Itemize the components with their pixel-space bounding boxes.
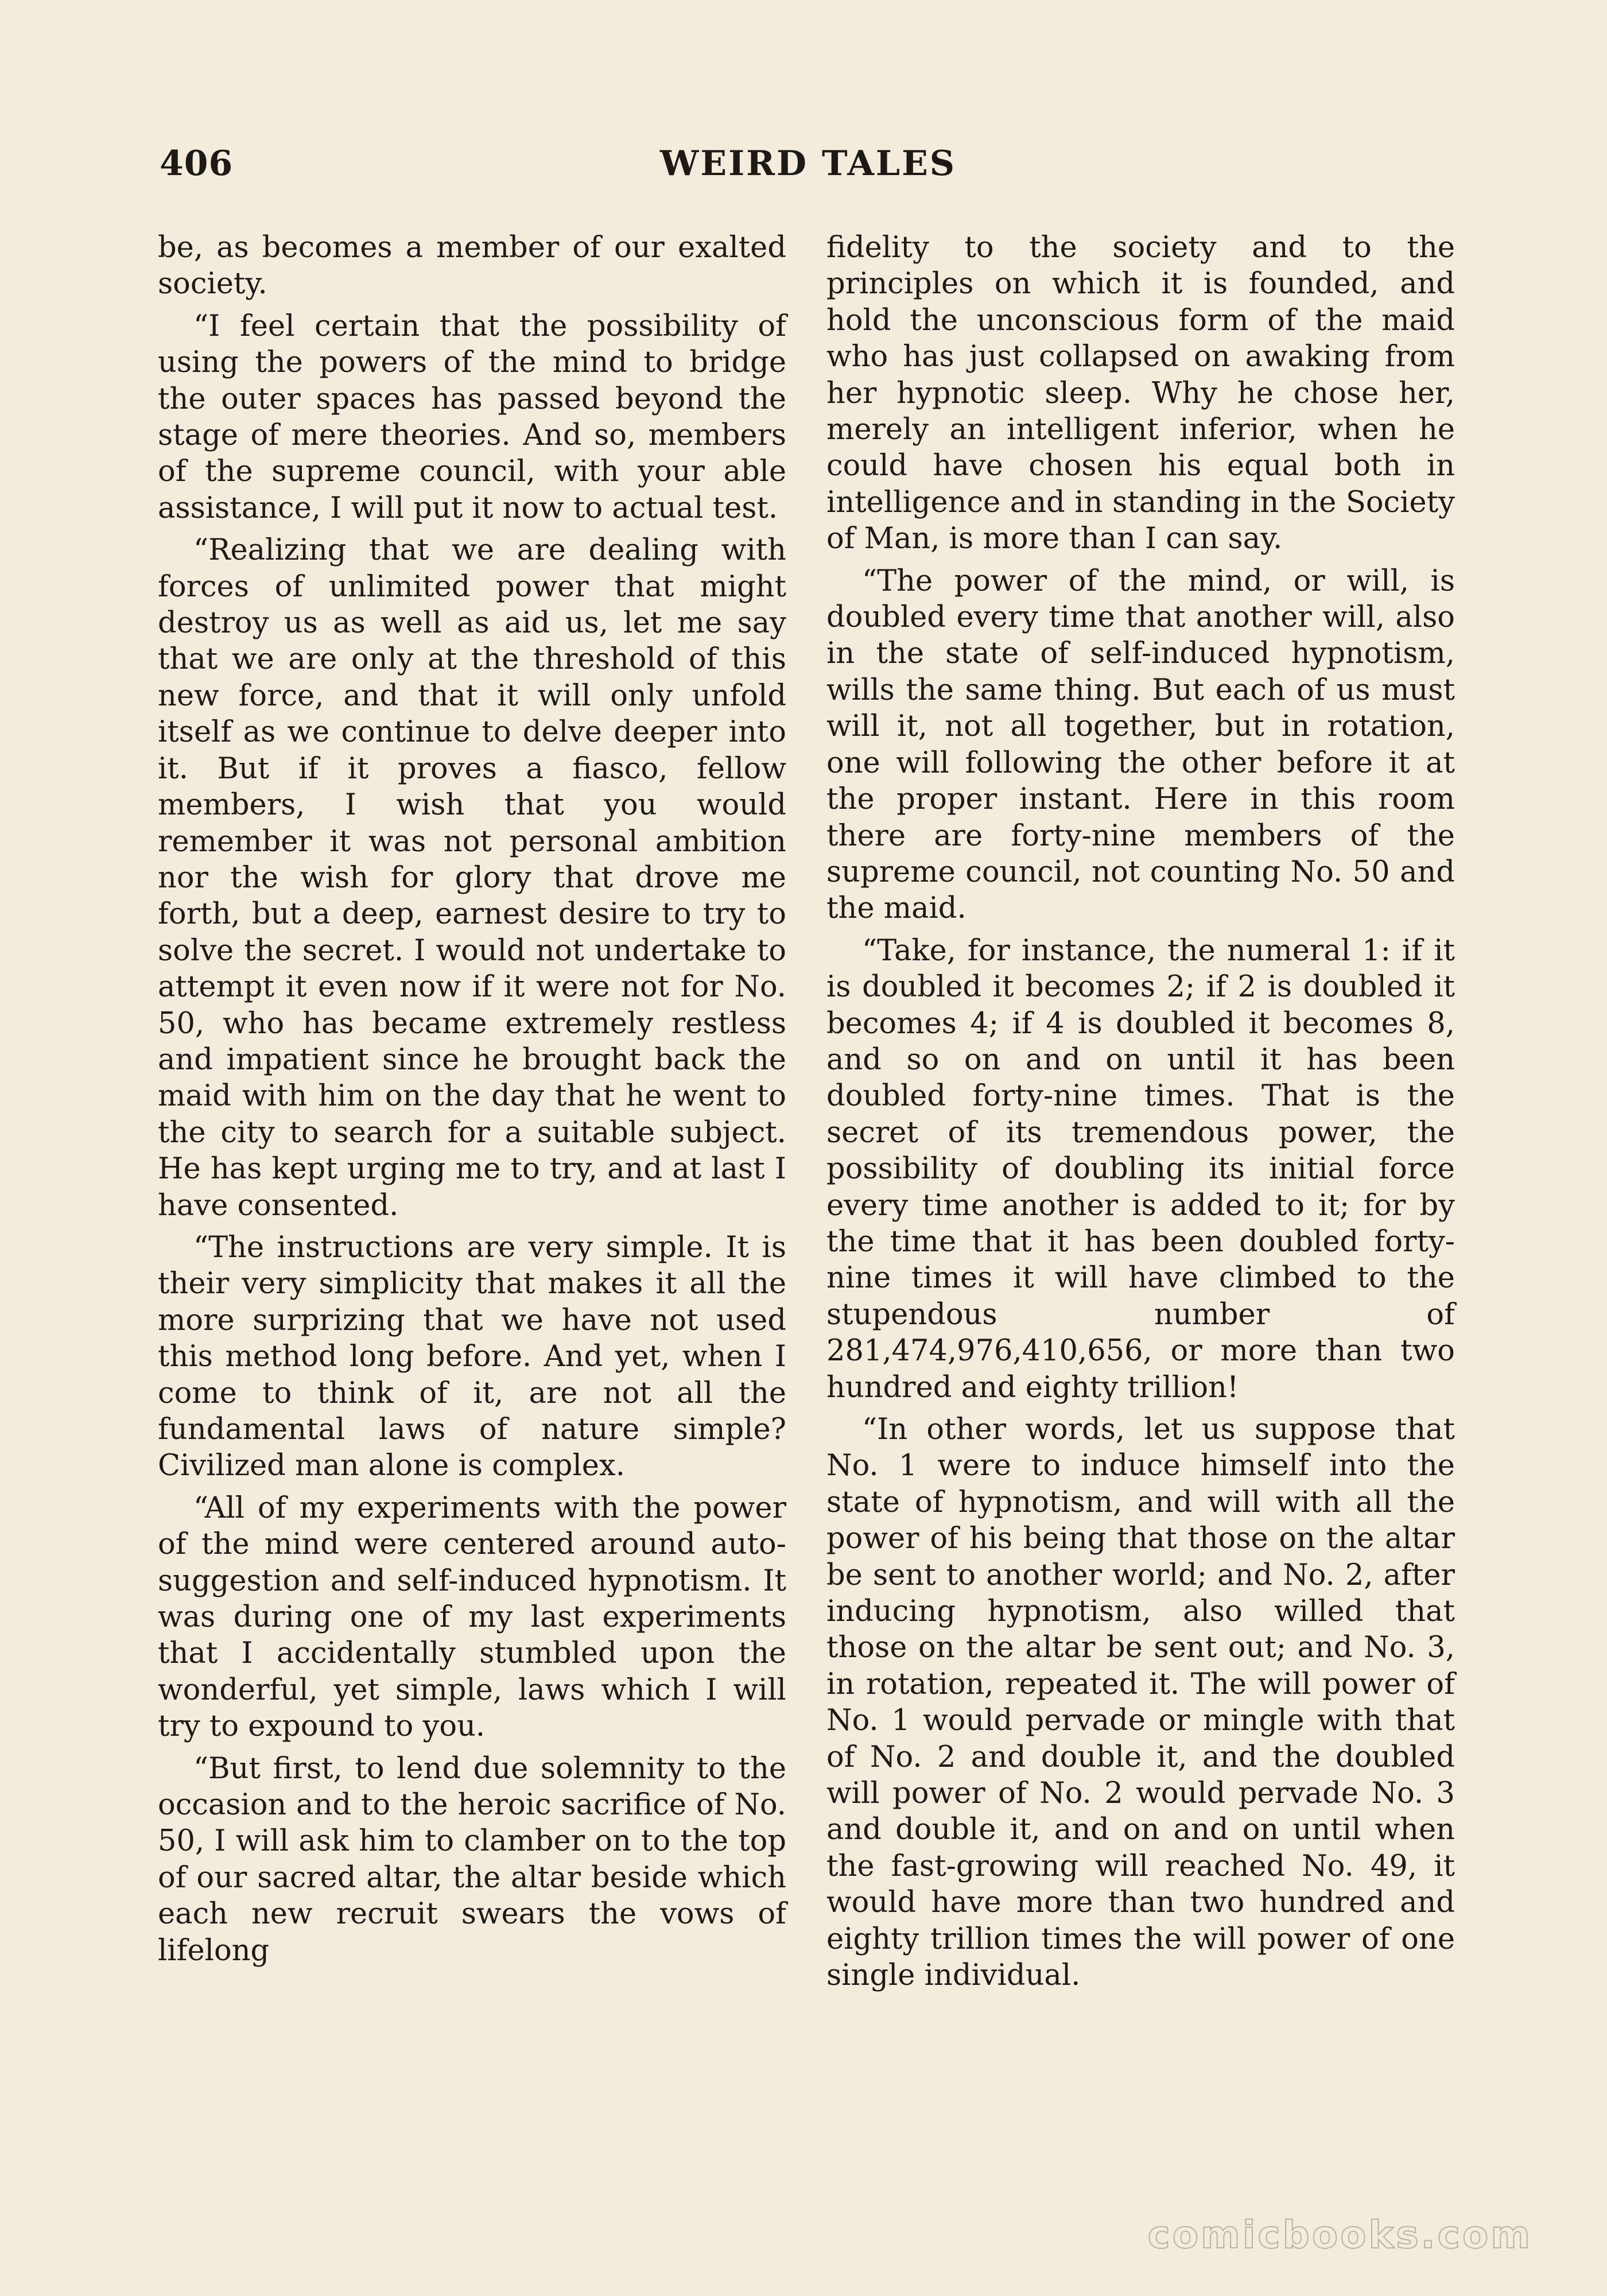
paragraph: be, as becomes a member of our exalted society. bbox=[158, 231, 786, 301]
page-number: 406 bbox=[160, 144, 234, 184]
paragraph: “The power of the mind, or will, is doubled every time that another will, also in the state of self-induced hypnotism, wills the same thing. But each of us must will it, not all together, but in rotation, one will following the other before it at the proper instant. Here in this room there are forty-nine members of the supreme council, not counting No. 50 and the maid. bbox=[826, 564, 1455, 926]
running-head: WEIRD TALES bbox=[660, 144, 957, 184]
right-column bbox=[826, 230, 1455, 2000]
watermark: comicbooks.com bbox=[1147, 2213, 1532, 2257]
paragraph: fidelity to the society and to the principles on which it is founded, and hold the unconscious form of the maid who has just collapsed on awaking from her hypnotic sleep. Why he chose her, merely an intelligent inferior, when he could have chosen his equal both in intelligence and in standing in the Society of Man, is more than I can say. bbox=[826, 231, 1455, 556]
paragraph: “All of my experiments with the power of the mind were centered around auto-suggestion and self-induced hypnotism. It was during one of my last experiments that I accidentally stumbled upon the wonderful, yet simple, laws which I will try to expound to you. bbox=[158, 1491, 786, 1744]
paragraph: “I feel certain that the possibility of using the powers of the mind to bridge the outer spaces has passed beyond the stage of mere theories. And so, members of the supreme council, with your able assistance, I will put it now to actual test. bbox=[158, 309, 786, 525]
paragraph: “The instructions are very simple. It is their very simplicity that makes it all the more surprizing that we have not used this method long before. And yet, when I come to think of it, are not all the fundamental laws of nature simple? Civilized man alone is complex. bbox=[158, 1230, 786, 1483]
paragraph: “In other words, let us suppose that No. 1 were to induce himself into the state of hypnotism, and will with all the power of his being that those on the altar be sent to another world; and No. 2, after inducing hypnotism, also willed that those on the altar be sent out; and No. 3, in rotation, repeated it. The will power of No. 1 would pervade or mingle with that of No. 2 and double it, and the doubled will power of No. 2 would pervade No. 3 and double it, and on and on until when the fast-growing will reached No. 49, it would have more than two hundred and eighty trillion times the will power of one single individual. bbox=[826, 1413, 1455, 1993]
paragraph: “Take, for instance, the numeral 1: if it is doubled it becomes 2; if 2 is doubled it becomes 4; if 4 is doubled it becomes 8, and so on and on until it has been doubled forty-nine times. That is the secret of its tremendous power, the possibility of doubling its initial force every time another is added to it; for by the time that it has been doubled forty-nine times it will have climbed to the stupendous number of 281,474,976,410,656, or more than two hundred and eighty trillion! bbox=[826, 933, 1455, 1405]
paragraph: “But first, to lend due solemnity to the occasion and to the heroic sacrifice of No. 50, I will ask him to clamber on to the top of our sacred altar, the altar beside which each new recruit swears the vows of lifelong bbox=[158, 1751, 786, 1968]
paragraph: “Realizing that we are dealing with forces of unlimited power that might destroy us as well as aid us, let me say that we are only at the threshold of this new force, and that it will only unfold itself as we continue to delve deeper into it. But if it proves a fiasco, fellow members, I wish that you would remember it was not personal ambition nor the wish for glory that drove me forth, but a deep, earnest desire to try to solve the secret. I would not undertake to attempt it even now if it were not for No. 50, who has became extremely restless and impatient since he brought back the maid with him on the day that he went to the city to search for a suitable subject. He has kept urging me to try, and at last I have consented. bbox=[158, 533, 786, 1223]
left-column bbox=[158, 230, 786, 1975]
